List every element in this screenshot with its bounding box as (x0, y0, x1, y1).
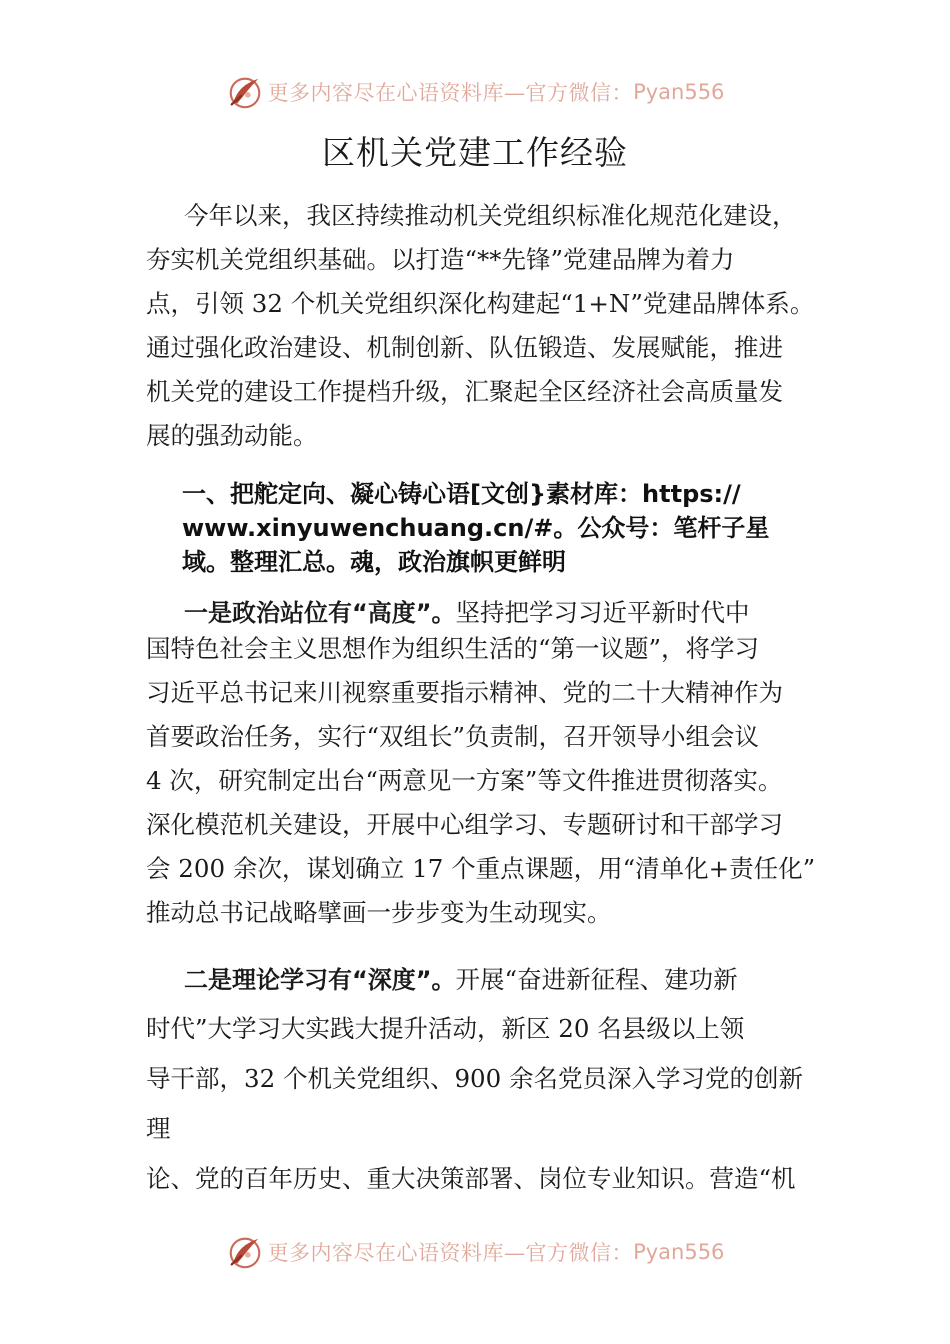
paragraph-first-line (184, 593, 750, 629)
paragraph-line: 时代”大学习大实践大提升活动，新区 20 名县级以上领 (146, 1014, 745, 1043)
paragraph-line: 推动总书记战略擘画一步步变为生动现实。 (146, 898, 612, 927)
intro-line: 展的强劲动能。 (146, 421, 318, 450)
header-watermark (0, 72, 950, 112)
paragraph-line: 习近平总书记来川视察重要指示精神、党的二十大精神作为 (146, 678, 783, 707)
paragraph-lead: 二是理论学习有“深度”。 (184, 966, 456, 994)
paragraph-line: 论、党的百年历史、重大决策部署、岗位专业知识。营造“机 (146, 1164, 796, 1193)
paragraph-lead: 一是政治站位有“高度”。 (184, 599, 456, 627)
paragraph-line: 理 (146, 1114, 171, 1143)
paragraph-line: 会 200 余次，谋划确立 17 个重点课题，用“清单化+责任化” (146, 854, 816, 883)
paragraph-line: 国特色社会主义思想作为组织生活的“第一议题”，将学习 (146, 634, 760, 663)
paragraph-first-line (184, 960, 738, 996)
watermark-text: 更多内容尽在心语资料库—官方微信： (267, 1241, 634, 1265)
intro-line: 今年以来，我区持续推动机关党组织标准化规范化建设， (184, 201, 797, 230)
section-heading-line: 域。整理汇总。魂，政治旗帜更鲜明 (182, 548, 566, 576)
document-title: 区机关党建工作经验 (322, 133, 628, 172)
paragraph-line: 4 次，研究制定出台“两意见一方案”等文件推进贯彻落实。 (146, 766, 783, 795)
intro-line: 通过强化政治建设、机制创新、队伍锻造、发展赋能，推进 (146, 333, 783, 362)
paragraph-text: 开展“奋进新征程、建功新 (455, 965, 738, 994)
section-heading-line: 一、把舵定向、凝心铸心语[文创}素材库：https:// (182, 480, 741, 508)
watermark-wechat-id: Pyan556 (633, 80, 725, 104)
intro-line: 夯实机关党组织基础。以打造“**先锋”党建品牌为着力 (146, 245, 735, 274)
section-heading-line: www.xinyuwenchuang.cn/#。公众号：笔杆子星 (182, 514, 770, 542)
intro-line: 点，引领 32 个机关党组织深化构建起“1+N”党建品牌体系。 (146, 289, 815, 318)
brand-logo-icon (226, 73, 264, 111)
paragraph-line: 深化模范机关建设，开展中心组学习、专题研讨和干部学习 (146, 810, 783, 839)
footer-watermark (0, 1232, 950, 1272)
paragraph-line: 首要政治任务，实行“双组长”负责制，召开领导小组会议 (146, 722, 760, 751)
watermark-wechat-id: Pyan556 (633, 1240, 725, 1264)
intro-line: 机关党的建设工作提档升级，汇聚起全区经济社会高质量发 (146, 377, 783, 406)
paragraph-line: 导干部，32 个机关党组织、900 余名党员深入学习党的创新 (146, 1064, 804, 1093)
watermark-text: 更多内容尽在心语资料库—官方微信： (267, 81, 634, 105)
paragraph-text: 坚持把学习习近平新时代中 (455, 598, 750, 627)
brand-logo-icon (226, 1233, 264, 1271)
